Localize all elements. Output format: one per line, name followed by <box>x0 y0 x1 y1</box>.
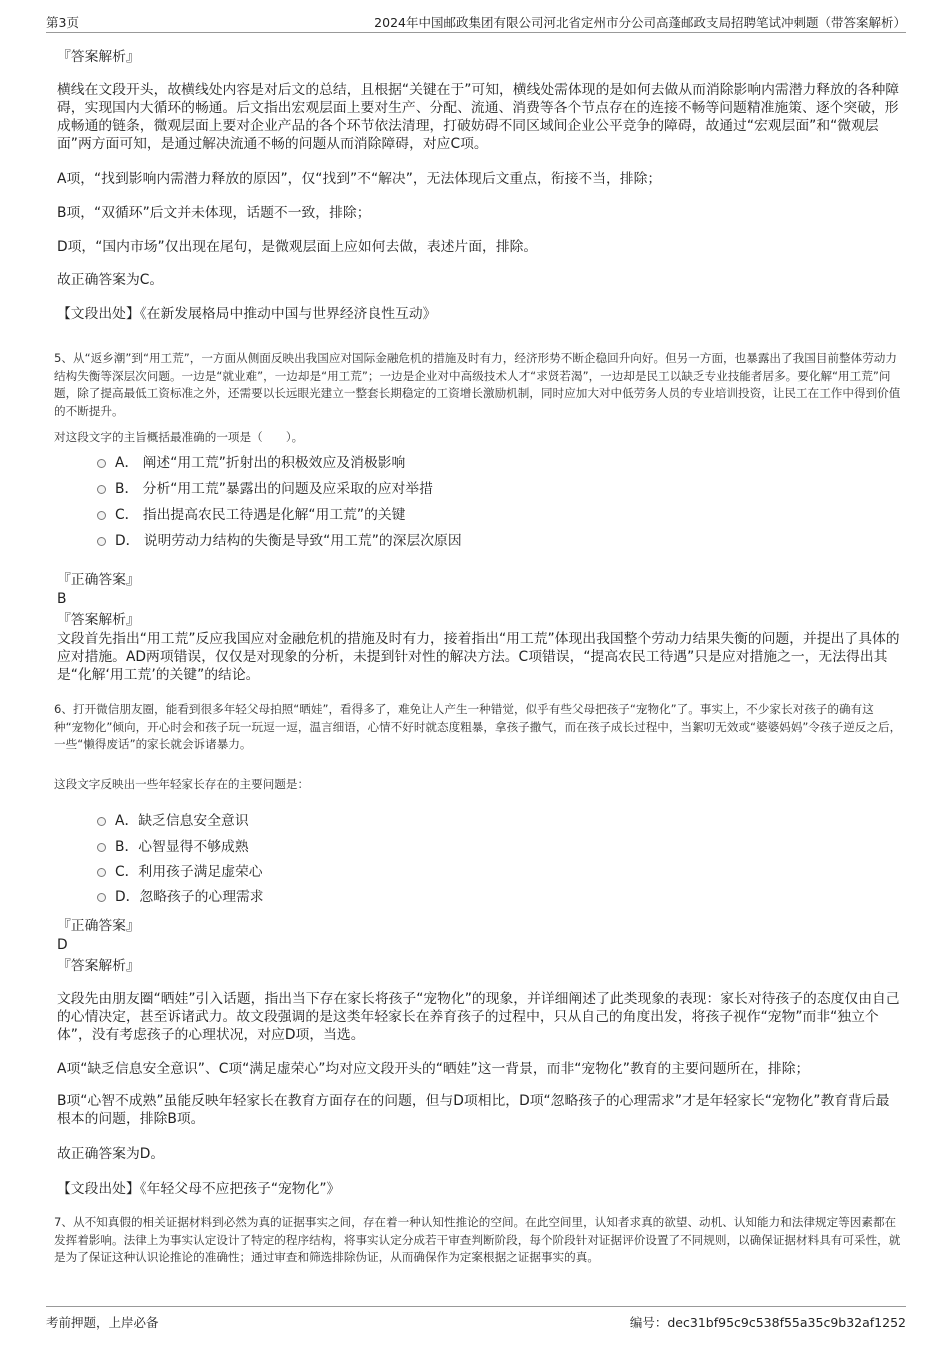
q6-stem: 6、打开微信朋友圈，能看到很多年轻父母拍照“晒娃”，看得多了，难免让人产生一种错觉，似乎有些父母把孩子“宠物化”了。事实上，不少家长对孩子的确有这种“宠物化”倾向，开心时会和孩子玩一玩逗一逗，温言细语，心情不好时就态度粗暴，拿孩子撒气，而在孩子成长过程中，当絮叨无效或“婆婆妈妈”令孩子逆反之后，一些“懒得废话”的家长就会诉诸暴力。 <box>54 702 902 751</box>
page-header <box>46 10 906 33</box>
option-label: B． 分析“用工荒”暴露出的问题及应采取的应对举措 <box>115 481 433 497</box>
footer-serial: 编号：dec31bf95c9c538f55a35c9b32af1252 <box>629 1315 906 1330</box>
q6-source: 【文段出处】《年轻父母不应把孩子“宠物化”》 <box>57 1181 341 1197</box>
q4-source: 【文段出处】《在新发展格局中推动中国与世界经济良性互动》 <box>57 306 437 322</box>
q6-option-d[interactable] <box>97 888 264 906</box>
option-label: D．忽略孩子的心理需求 <box>115 889 264 905</box>
q5-option-c[interactable] <box>97 506 405 524</box>
page-footer <box>46 1306 906 1331</box>
radio-icon[interactable] <box>97 843 106 852</box>
q5-stem: 5、从“返乡潮”到“用工荒”，一方面从侧面反映出我国应对国际金融危机的措施及时有力，经济形势不断企稳回升向好。但另一方面，也暴露出了我国目前整体劳动力结构失衡等深层次问题。一边是“就业难”，一边却是“用工荒”；一边是企业对中高级技术人才“求贤若渴”，一边却是民工以缺乏专业技能者居多。要化解“用工荒”问题，除了提高最低工资标准之外，还需要以长远眼光建立一整套长期稳定的工资增长激励机制，同时应加大对中低劳务人员的专业培训投资，让民工在工作中得到价值的不断提升。 <box>54 351 901 418</box>
option-label: A．缺乏信息安全意识 <box>115 813 249 829</box>
q5-question: 对这段文字的主旨概括最准确的一项是（ ）。 <box>54 430 304 444</box>
q4-analysis-para1: 横线在文段开头，故横线处内容是对后文的总结，且根据“关键在于”可知，横线处需体现的是如何去做从而消除影响内需潜力释放的各种障碍，实现国内大循环的畅通。后文指出宏观层面上要对生产、分配、流通、消费等各个节点存在的连接不畅等问题精准施策、逐个突破，形成畅通的链条，微观层面上要对企业产品的各个环节依法清理，打破妨碍不同区域间企业公平竞争的障碍，故通过“宏观层面”和“微观层面”两方面可知，是通过解决流通不畅的问题从而消除障碍，对应C项。 <box>57 82 900 152</box>
radio-icon[interactable] <box>97 485 106 494</box>
q5-answer-label: 『正确答案』 <box>57 572 140 588</box>
q6-question: 这段文字反映出一些年轻家长存在的主要问题是： <box>54 777 310 791</box>
q4-answer-line: 故正确答案为C。 <box>57 272 164 288</box>
option-label: D． 说明劳动力结构的失衡是导致“用工荒”的深层次原因 <box>115 533 462 549</box>
radio-icon[interactable] <box>97 537 106 546</box>
q5-option-d[interactable] <box>97 532 462 550</box>
q5-answer: B <box>57 591 67 607</box>
document-title: 2024年中国邮政集团有限公司河北省定州市分公司高蓬邮政支局招聘笔试冲刺题（带答案解析） <box>374 15 906 30</box>
q6-analysis-para3: B项“心智不成熟”虽能反映年轻家长在教育方面存在的问题，但与D项相比，D项“忽略孩子的心理需求”才是年轻家长“宠物化”教育背后最根本的问题，排除B项。 <box>57 1093 890 1127</box>
option-label: C． 指出提高农民工待遇是化解“用工荒”的关键 <box>115 507 406 523</box>
q6-analysis-para2: A项“缺乏信息安全意识”、C项“满足虚荣心”均对应文段开头的“晒娃”这一背景，而非“宠物化”教育的主要问题所在，排除； <box>57 1061 810 1077</box>
radio-icon[interactable] <box>97 817 106 826</box>
option-label: B．心智显得不够成熟 <box>115 839 249 855</box>
q5-analysis-label: 『答案解析』 <box>57 612 140 628</box>
option-label: C．利用孩子满足虚荣心 <box>115 864 263 880</box>
q6-answer-label: 『正确答案』 <box>57 918 140 934</box>
q6-answer: D <box>57 937 68 953</box>
q6-option-b[interactable] <box>97 838 249 856</box>
q7-stem: 7、从不知真假的相关证据材料到必然为真的证据事实之间，存在着一种认知性推论的空间。在此空间里，认知者求真的欲望、动机、认知能力和法律规定等因素都在发挥着影响。法律上为事实认定设计了特定的程序结构，将事实认定分成若干审查判断阶段，每个阶段针对证据评价设置了不同规则，以确保证据材料具有可采性，就是为了保证这种认识论推论的准确性；通过审查和筛选排除伪证，从而确保作为定案根据之证据事实的真。 <box>54 1215 901 1264</box>
radio-icon[interactable] <box>97 511 106 520</box>
radio-icon[interactable] <box>97 459 106 468</box>
q4-analysis-label: 『答案解析』 <box>57 49 140 65</box>
page-number: 第3页 <box>46 15 79 30</box>
q6-option-a[interactable] <box>97 812 249 830</box>
q4-analysis-para2: A项，“找到影响内需潜力释放的原因”，仅“找到”不“解决”，无法体现后文重点，衔接不当，排除； <box>57 171 662 187</box>
q5-option-a[interactable] <box>97 454 405 472</box>
q5-option-b[interactable] <box>97 480 433 498</box>
q6-analysis-para1: 文段先由朋友圈“晒娃”引入话题，指出当下存在家长将孩子“宠物化”的现象，并详细阐述了此类现象的表现：家长对待孩子的态度仅由自己的心情决定，甚至诉诸武力。故文段强调的是这类年轻家长在养育孩子的过程中，只从自己的角度出发，将孩子视作“宠物”而非“独立个体”，没有考虑孩子的心理状况，对应D项，当选。 <box>57 991 900 1043</box>
footer-slogan: 考前押题，上岸必备 <box>46 1315 159 1330</box>
q4-analysis-para4: D项，“国内市场”仅出现在尾句，是微观层面上应如何去做，表述片面，排除。 <box>57 239 538 255</box>
option-label: A． 阐述“用工荒”折射出的积极效应及消极影响 <box>115 455 406 471</box>
q4-analysis-para3: B项，“双循环”后文并未体现，话题不一致，排除； <box>57 205 371 221</box>
q6-analysis-label: 『答案解析』 <box>57 958 140 974</box>
q6-option-c[interactable] <box>97 863 263 881</box>
radio-icon[interactable] <box>97 893 106 902</box>
radio-icon[interactable] <box>97 868 106 877</box>
q5-analysis: 文段首先指出“用工荒”反应我国应对金融危机的措施及时有力，接着指出“用工荒”体现出我国整个劳动力结果失衡的问题，并提出了具体的应对措施。AD两项错误，仅仅是对现象的分析，未提到针对性的解决方法。C项错误，“提高农民工待遇”只是应对措施之一，无法得出其是“化解‘用工荒’的关键”的结论。 <box>57 631 900 683</box>
q6-answer-line: 故正确答案为D。 <box>57 1146 165 1162</box>
